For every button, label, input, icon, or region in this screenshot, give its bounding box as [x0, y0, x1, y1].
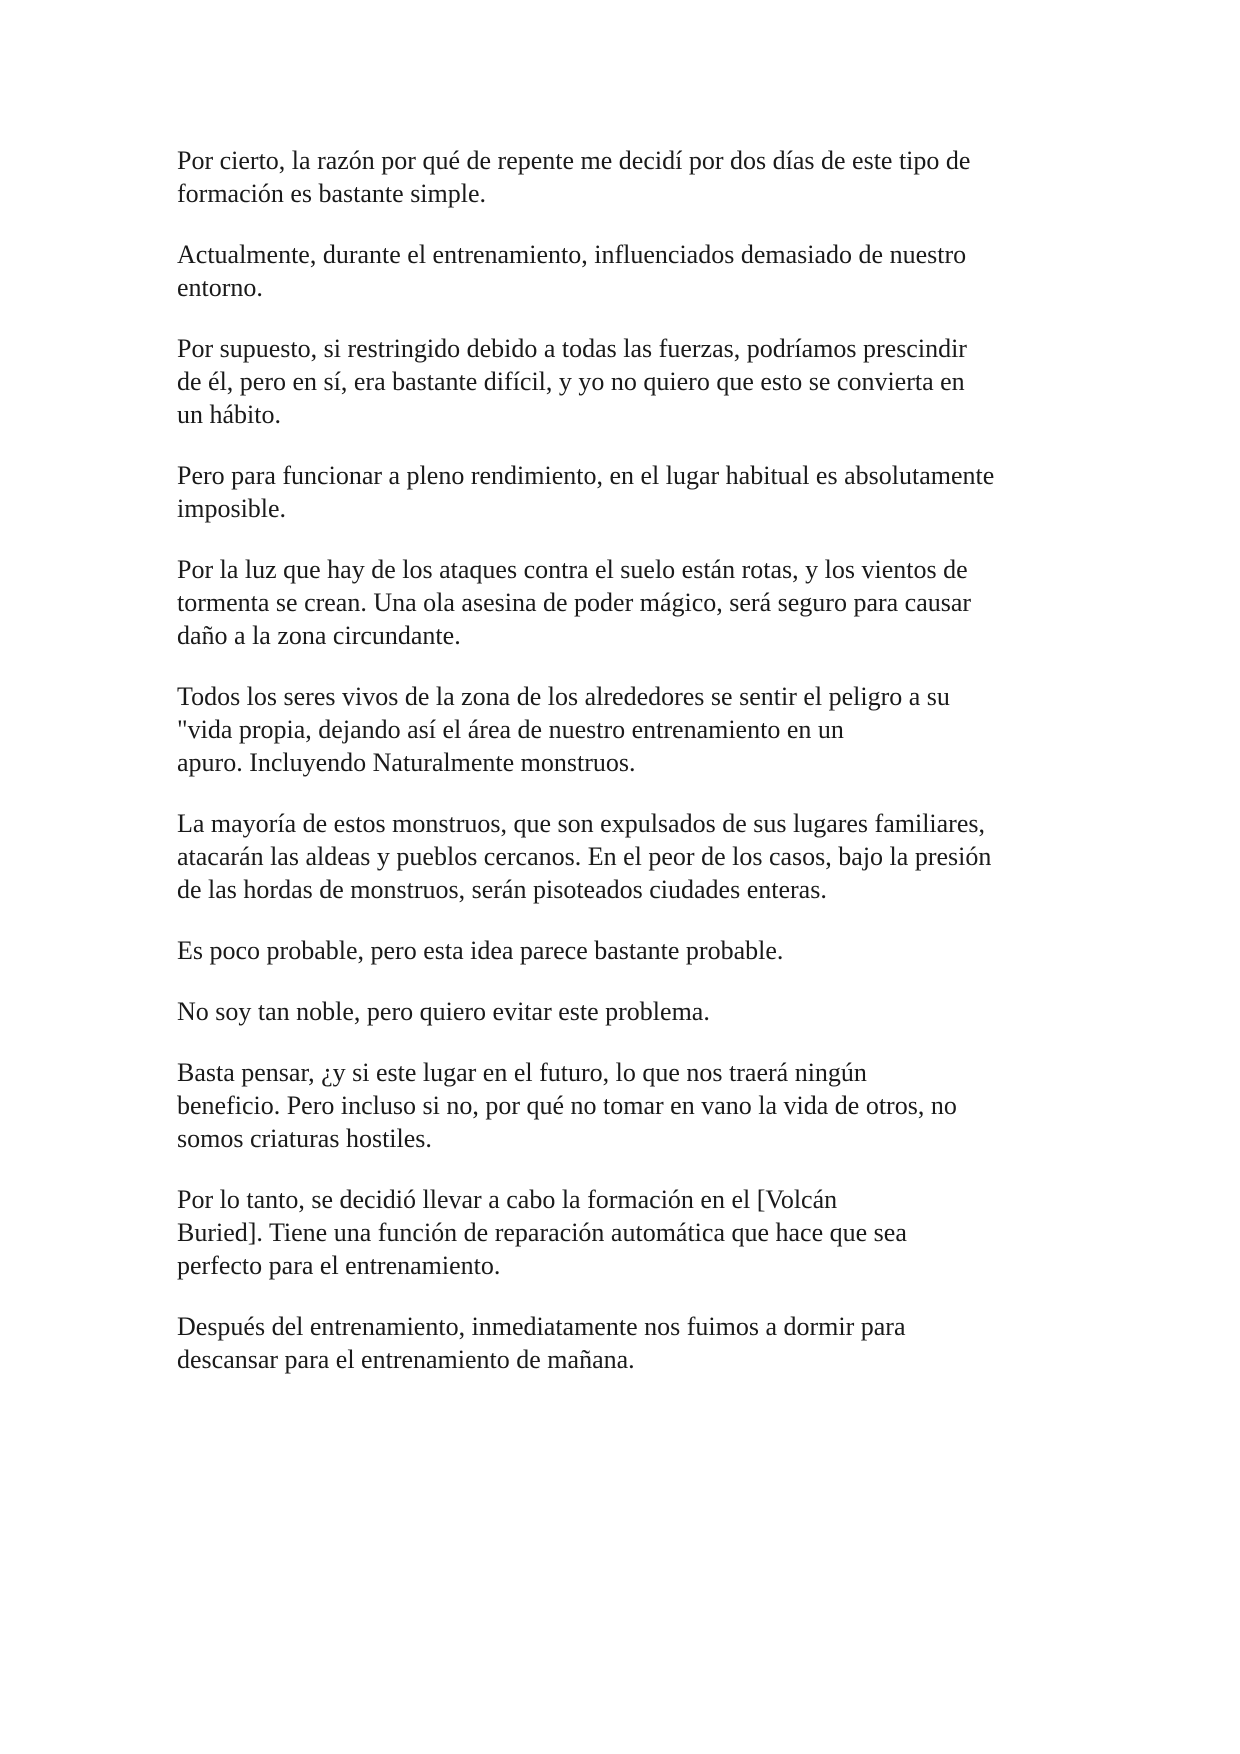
- paragraph-5: [177, 553, 1077, 652]
- text-line: un hábito.: [177, 400, 281, 429]
- text-line: Por supuesto, si restringido debido a todas las fuerzas, podríamos prescindir: [177, 334, 967, 363]
- text-line: apuro. Incluyendo Naturalmente monstruos.: [177, 748, 636, 777]
- text-line: somos criaturas hostiles.: [177, 1124, 432, 1153]
- text-line: de él, pero en sí, era bastante difícil, y yo no quiero que esto se convierta en: [177, 367, 965, 396]
- paragraph-11: [177, 1183, 1077, 1282]
- text-line: formación es bastante simple.: [177, 179, 487, 208]
- text-line: "vida propia, dejando así el área de nuestro entrenamiento en un: [177, 715, 844, 744]
- text-line: Después del entrenamiento, inmediatamente nos fuimos a dormir para: [177, 1312, 906, 1341]
- text-line: entorno.: [177, 273, 263, 302]
- text-line: Por lo tanto, se decidió llevar a cabo la formación en el [Volcán: [177, 1185, 838, 1214]
- text-line: imposible.: [177, 494, 287, 523]
- paragraph-12: [177, 1310, 1077, 1376]
- text-line: perfecto para el entrenamiento.: [177, 1251, 501, 1280]
- paragraph-7: [177, 807, 1077, 906]
- paragraph-6: [177, 680, 1077, 779]
- paragraph-3: [177, 332, 1077, 431]
- paragraph-4: [177, 459, 1077, 525]
- text-line: Buried]. Tiene una función de reparación automática que hace que sea: [177, 1218, 907, 1247]
- text-line: Es poco probable, pero esta idea parece bastante probable.: [177, 936, 784, 965]
- text-line: daño a la zona circundante.: [177, 621, 461, 650]
- text-line: tormenta se crean. Una ola asesina de poder mágico, será seguro para causar: [177, 588, 972, 617]
- text-line: No soy tan noble, pero quiero evitar este problema.: [177, 997, 710, 1026]
- text-line: Por cierto, la razón por qué de repente me decidí por dos días de este tipo de: [177, 146, 971, 175]
- text-line: beneficio. Pero incluso si no, por qué no tomar en vano la vida de otros, no: [177, 1091, 957, 1120]
- text-line: Pero para funcionar a pleno rendimiento, en el lugar habitual es absolutamente: [177, 461, 995, 490]
- paragraph-8: [177, 934, 1077, 967]
- text-line: Por la luz que hay de los ataques contra el suelo están rotas, y los vientos de: [177, 555, 968, 584]
- paragraph-1: [177, 144, 1077, 210]
- paragraph-9: [177, 995, 1077, 1028]
- text-line: atacarán las aldeas y pueblos cercanos. En el peor de los casos, bajo la presión: [177, 842, 992, 871]
- text-line: de las hordas de monstruos, serán pisoteados ciudades enteras.: [177, 875, 827, 904]
- text-line: Basta pensar, ¿y si este lugar en el futuro, lo que nos traerá ningún: [177, 1058, 867, 1087]
- paragraph-10: [177, 1056, 1077, 1155]
- document-body: [177, 144, 1077, 1404]
- text-line: descansar para el entrenamiento de mañana.: [177, 1345, 635, 1374]
- paragraph-2: [177, 238, 1077, 304]
- text-line: Todos los seres vivos de la zona de los alrededores se sentir el peligro a su: [177, 682, 950, 711]
- text-line: Actualmente, durante el entrenamiento, influenciados demasiado de nuestro: [177, 240, 967, 269]
- text-line: La mayoría de estos monstruos, que son expulsados de sus lugares familiares,: [177, 809, 985, 838]
